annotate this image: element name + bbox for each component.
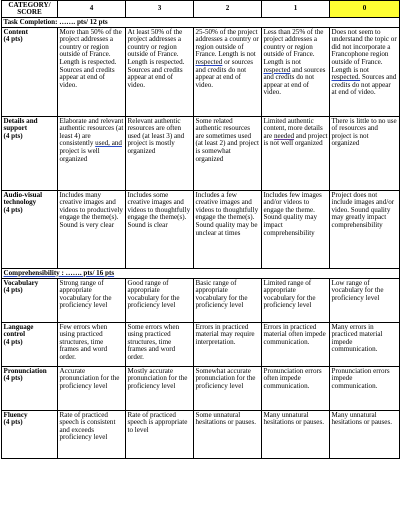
criterion-cell <box>2 367 58 411</box>
rubric-row-content <box>2 28 400 117</box>
criterion-points: (4 pts) <box>3 286 23 295</box>
descriptor-cell: Limited authentic content, more details are needed and project is not well organized <box>262 117 330 191</box>
criterion-points: (4 pts) <box>3 418 23 427</box>
descriptor-cell: Rate of practiced speech is appropriate to level <box>126 411 194 459</box>
descriptor-cell: Errors in practiced material may require interpretation. <box>194 323 262 367</box>
header-row <box>2 1 400 18</box>
descriptor-cell: Relevant authentic resources are often used (at least 3) and project is mostly organized <box>126 117 194 191</box>
criterion-points: (4 pts) <box>3 337 23 346</box>
descriptor-cell: There is little to no use of resources and project is not organized <box>330 117 400 191</box>
descriptor-cell: Does not seem to understand the topic or did not incorporate a Francophone region outside of France. Length is not respected. Sources and credits do not appear at end of video. <box>330 28 400 117</box>
descriptor-cell: More than 50% of the project addresses a country or region outside of France. Length is respected. Sources and credits appear at end of video. <box>58 28 126 117</box>
section-heading <box>2 269 400 279</box>
score-header-3: 3 <box>126 1 194 18</box>
rubric-row-audio-visual <box>2 191 400 269</box>
category-header: CATEGORY/ SCORE <box>2 1 58 18</box>
score-header-2: 2 <box>194 1 262 18</box>
criterion-cell <box>2 191 58 269</box>
rubric-row-details-support <box>2 117 400 191</box>
descriptor-cell: Some unnatural hesitations or pauses. <box>194 411 262 459</box>
descriptor-cell: Accurate pronunciation for the proficiency level <box>58 367 126 411</box>
descriptor-cell: Errors in practiced material often impede communication. <box>262 323 330 367</box>
descriptor-cell: 25-50% of the project addresses a country or region outside of France. Length is not respected or sources and credits do not appear at end of video. <box>194 28 262 117</box>
descriptor-cell: Some related authentic resources are sometimes used (at least 2) and project is somewhat organized <box>194 117 262 191</box>
descriptor-cell: Project does not include images and/or video. Sound quality may greatly impact comprehensibility <box>330 191 400 269</box>
descriptor-cell: Elaborate and relevant authentic resources (at least 4) are consistently used, and project is well organized <box>58 117 126 191</box>
descriptor-cell: Includes some creative images and videos to thoughtfully engage the theme(s). Sound is clear <box>126 191 194 269</box>
descriptor-cell: At least 50% of the project addresses a country or region outside of France. Length is respected. Sources and credits appear at end of video. <box>126 28 194 117</box>
criterion-points: (4 pts) <box>3 374 23 383</box>
descriptor-cell: Low range of vocabulary for the proficiency level <box>330 279 400 323</box>
criterion-name: Audio-visual technology <box>3 190 43 207</box>
score-header-4: 4 <box>58 1 126 18</box>
criterion-name: Fluency <box>3 410 28 419</box>
rubric-row-pronunciation <box>2 367 400 411</box>
criterion-cell <box>2 323 58 367</box>
section-title-comprehensibility: Comprehensibility : ……. pts/ 16 pts <box>2 269 400 279</box>
rubric-row-language-control <box>2 323 400 367</box>
descriptor-cell: Includes few images and/or videos to engage the theme. Sound quality may impact comprehensibility <box>262 191 330 269</box>
criterion-cell <box>2 411 58 459</box>
rubric-row-vocabulary <box>2 279 400 323</box>
criterion-name: Details and support <box>3 116 38 133</box>
descriptor-cell: Some errors when using practiced structures, time frames and word order. <box>126 323 194 367</box>
descriptor-cell: Few errors when using practiced structures, time frames and word order. <box>58 323 126 367</box>
descriptor-cell: Pronunciation errors impede communication. <box>330 367 400 411</box>
score-header-1: 1 <box>262 1 330 18</box>
score-header-0: 0 <box>330 1 400 18</box>
criterion-name: Vocabulary <box>3 278 39 287</box>
descriptor-cell: Rate of practiced speech is consistent and exceeds proficiency level <box>58 411 126 459</box>
criterion-points: (4 pts) <box>3 205 23 214</box>
criterion-points: (4 pts) <box>3 131 23 140</box>
rubric-row-fluency <box>2 411 400 459</box>
descriptor-cell: Basic range of appropriate vocabulary for the proficiency level <box>194 279 262 323</box>
rubric-table <box>1 0 400 459</box>
descriptor-cell: Limited range of appropriate vocabulary for the proficiency level <box>262 279 330 323</box>
criterion-cell <box>2 28 58 117</box>
descriptor-cell: Includes many creative images and videos to productively engage the theme(s). Sound is very clear <box>58 191 126 269</box>
descriptor-cell: Somewhat accurate pronunciation for the proficiency level <box>194 367 262 411</box>
descriptor-cell: Many unnatural hesitations or pauses. <box>262 411 330 459</box>
criterion-cell <box>2 279 58 323</box>
descriptor-cell: Less than 25% of the project addresses a country or region outside of France. Length is not respected and sources and credits do not appear at end of video. <box>262 28 330 117</box>
criterion-name: Language control <box>3 322 34 339</box>
descriptor-cell: Many errors in practiced material impede communication. <box>330 323 400 367</box>
descriptor-cell: Many unnatural hesitations or pauses. <box>330 411 400 459</box>
section-title-task-completion: Task Completion: ……. pts/ 12 pts <box>2 18 400 28</box>
section-heading <box>2 18 400 28</box>
descriptor-cell: Good range of appropriate vocabulary for the proficiency level <box>126 279 194 323</box>
descriptor-cell: Pronunciation errors often impede communication. <box>262 367 330 411</box>
criterion-name: Pronunciation <box>3 366 47 375</box>
criterion-points: (4 pts) <box>3 35 23 44</box>
descriptor-cell: Mostly accurate pronunciation for the proficiency level <box>126 367 194 411</box>
criterion-name: Content <box>3 27 28 36</box>
criterion-cell <box>2 117 58 191</box>
descriptor-cell: Includes a few creative images and videos to thoughtfully engage the theme(s). Sound quality may be unclear at times <box>194 191 262 269</box>
descriptor-cell: Strong range of appropriate vocabulary for the proficiency level <box>58 279 126 323</box>
